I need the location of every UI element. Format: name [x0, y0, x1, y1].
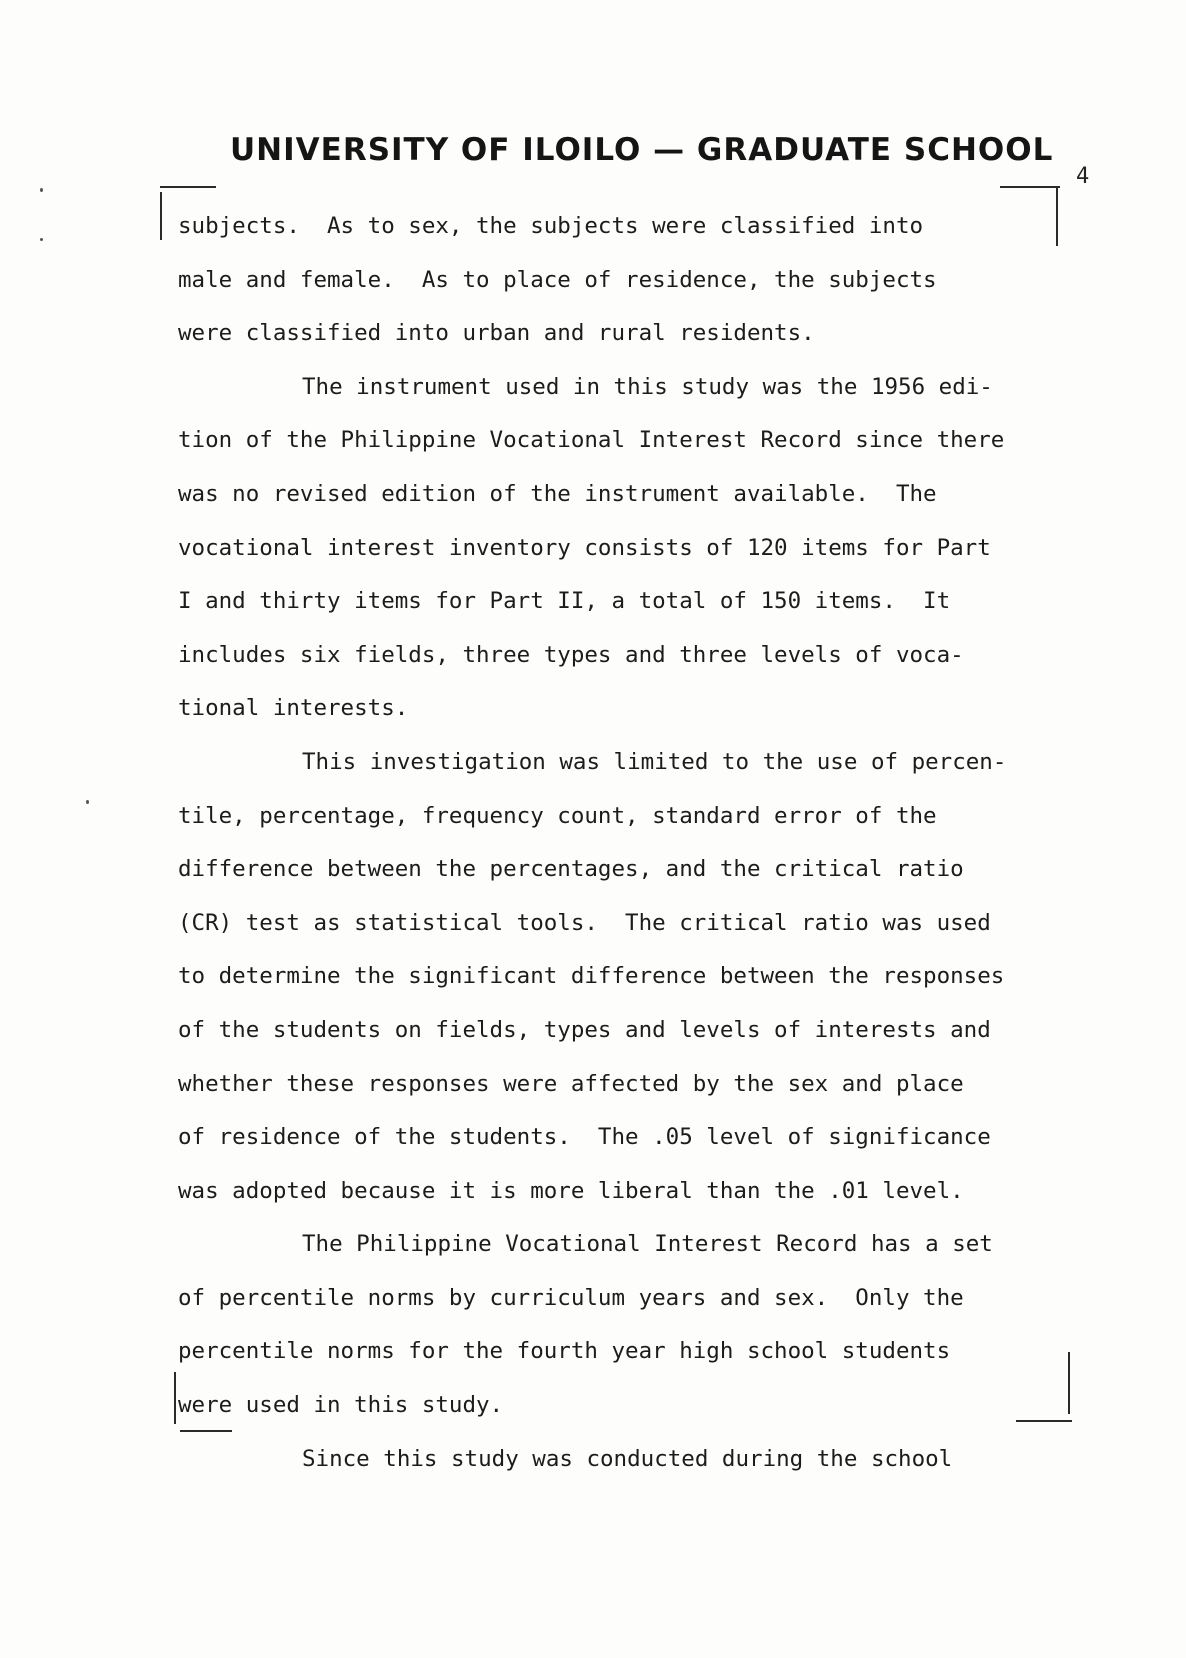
text-line: (CR) test as statistical tools. The critical ratio was used: [178, 909, 991, 936]
body-text: [178, 200, 1138, 1486]
text-line: to determine the significant difference between the responses: [178, 963, 1005, 990]
text-line: were classified into urban and rural residents.: [178, 320, 815, 347]
text-line: tional interests.: [178, 695, 409, 722]
text-line: was adopted because it is more liberal than the .01 level.: [178, 1177, 964, 1204]
text-line: tion of the Philippine Vocational Interest Record since there: [178, 427, 1005, 454]
bracket-top-left-horizontal: [160, 186, 216, 188]
scan-speck: [40, 188, 43, 192]
text-line: were used in this study.: [178, 1392, 504, 1419]
bracket-bottom-left-vertical: [174, 1372, 176, 1424]
text-line: difference between the percentages, and the critical ratio: [178, 856, 964, 883]
text-line: percentile norms for the fourth year high school students: [178, 1338, 951, 1365]
text-line: whether these responses were affected by the sex and place: [178, 1070, 964, 1097]
text-line: tile, percentage, frequency count, standard error of the: [178, 802, 937, 829]
scan-speck: [86, 800, 89, 804]
text-line: The Philippine Vocational Interest Record has a set: [302, 1231, 993, 1258]
text-line: This investigation was limited to the use of percen-: [302, 748, 1007, 775]
text-line: male and female. As to place of residence, the subjects: [178, 266, 937, 293]
text-line: of percentile norms by curriculum years and sex. Only the: [178, 1284, 964, 1311]
text-line: Since this study was conducted during the school: [302, 1445, 953, 1472]
text-line: of the students on fields, types and levels of interests and: [178, 1016, 991, 1043]
text-line: The instrument used in this study was the 1956 edi-: [302, 373, 993, 400]
bracket-top-left-vertical: [160, 192, 162, 240]
text-line: I and thirty items for Part II, a total of 150 items. It: [178, 588, 951, 615]
bracket-top-right-horizontal: [1000, 186, 1060, 188]
text-line: includes six fields, three types and three levels of voca-: [178, 641, 964, 668]
scan-speck: [40, 238, 43, 241]
text-line: vocational interest inventory consists of 120 items for Part: [178, 534, 991, 561]
text-line: of residence of the students. The .05 level of significance: [178, 1124, 991, 1151]
text-line: subjects. As to sex, the subjects were classified into: [178, 213, 924, 239]
letterhead-title: UNIVERSITY OF ILOILO — GRADUATE SCHOOL: [230, 132, 1054, 168]
text-line: was no revised edition of the instrument available. The: [178, 480, 937, 507]
page-number: 4: [1076, 164, 1090, 189]
